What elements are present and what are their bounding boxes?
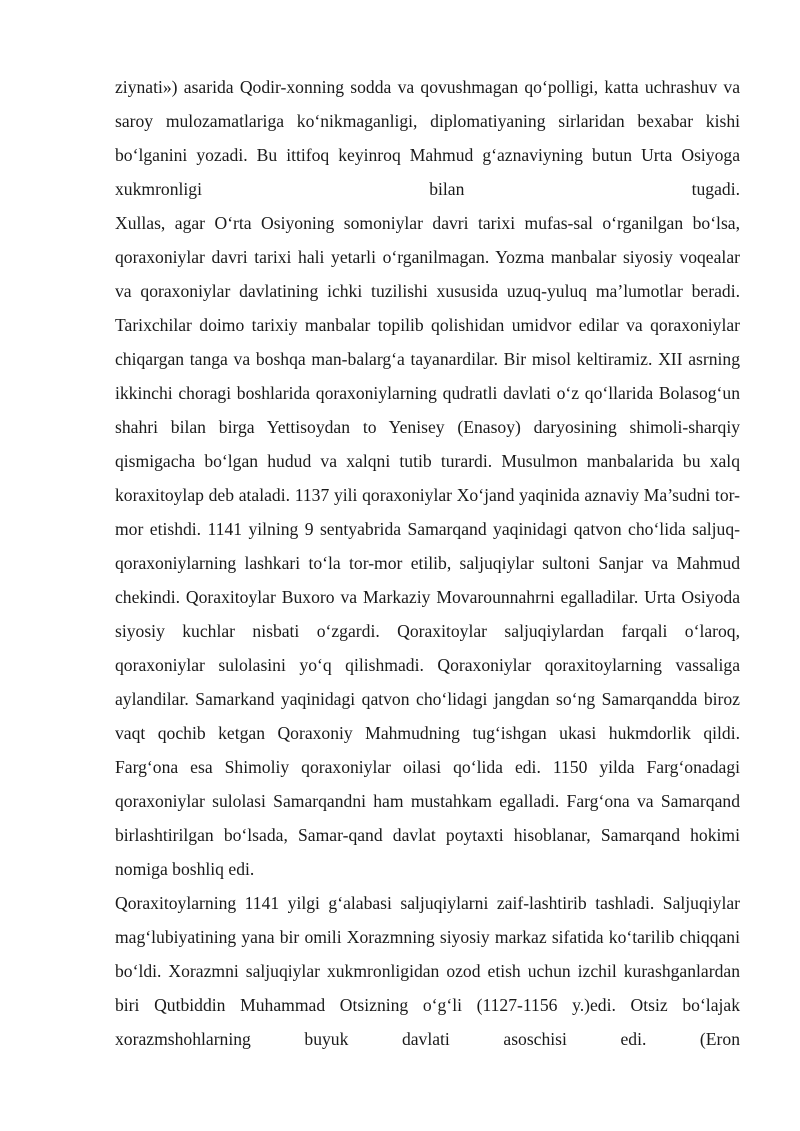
paragraph-2: Xullas, agar O‘rta Osiyoning somoniylar davri tarixi mufas-sal o‘rganilgan bo‘lsa, qoraxoniylar davri tarixi hali yetarli o‘rganilmagan. Yozma manbalar siyosiy voqealar va qoraxoniylar davlatining ichki tuzilishi xususida uzuq-yuluq ma’lumotlar beradi. Tarixchilar doimo tarixiy manbalar topilib qolishidan umidvor edilar va qoraxoniylar chiqargan tanga va boshqa man-balarg‘a tayanardilar. Bir misol keltiramiz. XII asrning ikkinchi choragi boshlarida qoraxoniylarning qudratli davlati o‘z qo‘llarida Bolasog‘un shahri bilan birga Yettisoydan to Yenisey (Enasoy) daryosining shimoli-sharqiy qismigacha bo‘lgan hudud va xalqni tutib turardi. Musulmon manbalarida bu xalq koraxitoylap deb ataladi. 1137 yili qoraxoniylar Xo‘jand yaqinida aznaviy Ma’sudni tor-mor etishdi. 1141 yilning 9 sentyabrida Samarqand yaqinidagi qatvon cho‘lida saljuq-qoraxoniylarning lashkari to‘la tor-mor etilib, saljuqiylar sultoni Sanjar va Mahmud chekindi. Qoraxitoylar Buxoro va Markaziy Movarounnahrni egalladilar. Urta Osiyoda siyosiy kuchlar nisbati o‘zgardi. Qoraxitoylar saljuqiylardan farqali o‘laroq, qoraxoniylar sulolasini yo‘q qilishmadi. Qoraxoniylar qoraxitoylarning vassaliga aylandilar. Samarkand yaqinidagi qatvon cho‘lidagi jangdan so‘ng Samarqandda biroz vaqt qochib ketgan Qoraxoniy Mahmudning tug‘ishgan ukasi hukmdorlik qildi. Farg‘ona esa Shimoliy qoraxoniylar oilasi qo‘lida edi. 1150 yilda Farg‘onadagi qoraxoniylar sulolasi Samarqandni ham mustahkam egalladi. Farg‘ona va Samarqand birlashtirilgan bo‘lsada, Samar-qand davlat poytaxti hisoblanar, Samarqand hokimi nomiga boshliq edi. [115,213,740,879]
paragraph-1: ziynati») asarida Qodir-xonning sodda va qovushmagan qo‘polligi, katta uchrashuv va saroy mulozamatlariga ko‘nikmaganligi, diplomatiyaning sirlaridan bexabar kishi bo‘lganini yozadi. Bu ittifoq keyinroq Mahmud g‘aznaviyning butun Urta Osiyoga xukmronligi bilan tugadi. [115,77,740,199]
paragraph-3: Qoraxitoylarning 1141 yilgi g‘alabasi saljuqiylarni zaif-lashtirib tashladi. Saljuqiylar mag‘lubiyatining yana bir omili Xorazmning siyosiy markaz sifatida ko‘tarilib chiqqani bo‘ldi. Xorazmni saljuqiylar xukmronligidan ozod etish uchun izchil kurashganlardan biri Qutbiddin Muhammad Otsizning o‘g‘li (1127-1156 y.)edi. Otsiz bo‘lajak xorazmshohlarning buyuk davlati asoschisi edi. (Eron [115,893,740,1049]
document-body [115,70,740,1056]
